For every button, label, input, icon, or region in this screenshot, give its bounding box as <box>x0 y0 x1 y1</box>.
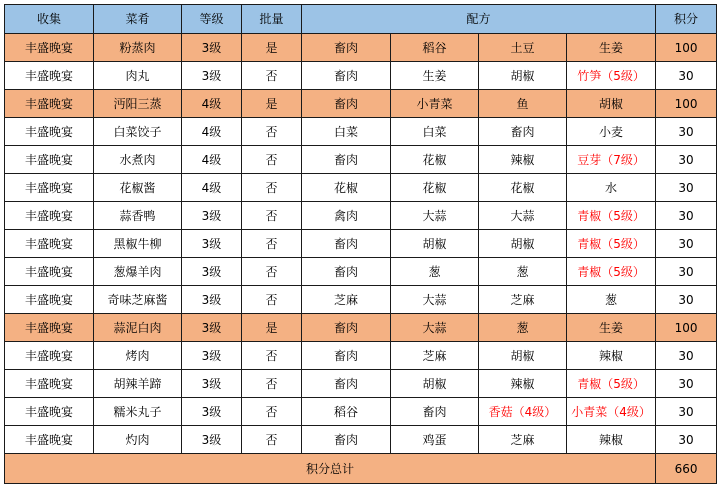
collect-cell: 丰盛晚宴 <box>5 426 94 454</box>
level-cell: 4级 <box>182 90 242 118</box>
ingredient-cell: 葱 <box>479 258 567 286</box>
ingredient-cell: 小青菜 <box>391 90 479 118</box>
level-cell: 3级 <box>182 398 242 426</box>
ingredient-cell: 畜肉 <box>302 90 391 118</box>
ingredient-cell: 畜肉 <box>302 370 391 398</box>
table-row <box>5 174 717 202</box>
batch-cell: 否 <box>242 62 302 90</box>
dish-cell: 烤肉 <box>94 342 182 370</box>
ingredient-cell: 大蒜 <box>391 286 479 314</box>
header-row <box>5 5 717 34</box>
dish-cell: 肉丸 <box>94 62 182 90</box>
level-cell: 3级 <box>182 62 242 90</box>
table-row <box>5 314 717 342</box>
dish-cell: 粉蒸肉 <box>94 34 182 62</box>
table-row <box>5 118 717 146</box>
header-points: 积分 <box>656 5 717 34</box>
table-row <box>5 62 717 90</box>
ingredient-cell: 小麦 <box>567 118 656 146</box>
ingredient-cell: 青椒（5级） <box>567 230 656 258</box>
dish-cell: 水煮肉 <box>94 146 182 174</box>
batch-cell: 是 <box>242 90 302 118</box>
level-cell: 3级 <box>182 314 242 342</box>
recipe-table <box>4 4 717 484</box>
points-cell: 30 <box>656 398 717 426</box>
dish-cell: 黑椒牛柳 <box>94 230 182 258</box>
ingredient-cell: 胡椒 <box>479 342 567 370</box>
table-row <box>5 426 717 454</box>
ingredient-cell: 白菜 <box>302 118 391 146</box>
points-cell: 30 <box>656 258 717 286</box>
table-row <box>5 34 717 62</box>
ingredient-cell: 花椒 <box>479 174 567 202</box>
batch-cell: 否 <box>242 398 302 426</box>
dish-cell: 蒜香鸭 <box>94 202 182 230</box>
level-cell: 3级 <box>182 230 242 258</box>
ingredient-cell: 大蒜 <box>391 314 479 342</box>
table-row <box>5 146 717 174</box>
ingredient-cell: 芝麻 <box>479 286 567 314</box>
table-row <box>5 342 717 370</box>
ingredient-cell: 鱼 <box>479 90 567 118</box>
ingredient-cell: 香菇（4级） <box>479 398 567 426</box>
dish-cell: 花椒酱 <box>94 174 182 202</box>
ingredient-cell: 青椒（5级） <box>567 370 656 398</box>
ingredient-cell: 禽肉 <box>302 202 391 230</box>
ingredient-cell: 豆芽（7级） <box>567 146 656 174</box>
collect-cell: 丰盛晚宴 <box>5 90 94 118</box>
ingredient-cell: 白菜 <box>391 118 479 146</box>
ingredient-cell: 畜肉 <box>302 230 391 258</box>
ingredient-cell: 生姜 <box>567 34 656 62</box>
collect-cell: 丰盛晚宴 <box>5 314 94 342</box>
header-recipe: 配方 <box>302 5 656 34</box>
ingredient-cell: 葱 <box>567 286 656 314</box>
batch-cell: 是 <box>242 34 302 62</box>
ingredient-cell: 胡椒 <box>479 230 567 258</box>
table-row <box>5 202 717 230</box>
ingredient-cell: 芝麻 <box>391 342 479 370</box>
ingredient-cell: 土豆 <box>479 34 567 62</box>
ingredient-cell: 生姜 <box>567 314 656 342</box>
collect-cell: 丰盛晚宴 <box>5 118 94 146</box>
level-cell: 3级 <box>182 202 242 230</box>
ingredient-cell: 胡椒 <box>479 62 567 90</box>
ingredient-cell: 畜肉 <box>302 342 391 370</box>
level-cell: 3级 <box>182 34 242 62</box>
ingredient-cell: 辣椒 <box>567 342 656 370</box>
batch-cell: 否 <box>242 230 302 258</box>
collect-cell: 丰盛晚宴 <box>5 34 94 62</box>
ingredient-cell: 辣椒 <box>479 370 567 398</box>
ingredient-cell: 畜肉 <box>302 146 391 174</box>
batch-cell: 否 <box>242 174 302 202</box>
collect-cell: 丰盛晚宴 <box>5 230 94 258</box>
ingredient-cell: 稻谷 <box>302 398 391 426</box>
batch-cell: 否 <box>242 146 302 174</box>
points-cell: 100 <box>656 34 717 62</box>
dish-cell: 糯米丸子 <box>94 398 182 426</box>
level-cell: 4级 <box>182 118 242 146</box>
ingredient-cell: 青椒（5级） <box>567 202 656 230</box>
dish-cell: 胡辣羊蹄 <box>94 370 182 398</box>
ingredient-cell: 芝麻 <box>302 286 391 314</box>
dish-cell: 蒜泥白肉 <box>94 314 182 342</box>
batch-cell: 否 <box>242 370 302 398</box>
collect-cell: 丰盛晚宴 <box>5 202 94 230</box>
collect-cell: 丰盛晚宴 <box>5 342 94 370</box>
ingredient-cell: 畜肉 <box>302 62 391 90</box>
points-cell: 30 <box>656 146 717 174</box>
ingredient-cell: 畜肉 <box>479 118 567 146</box>
header-dish: 菜肴 <box>94 5 182 34</box>
total-label: 积分总计 <box>5 454 656 484</box>
ingredient-cell: 花椒 <box>302 174 391 202</box>
ingredient-cell: 畜肉 <box>302 314 391 342</box>
table-row <box>5 230 717 258</box>
level-cell: 3级 <box>182 342 242 370</box>
dish-cell: 白菜饺子 <box>94 118 182 146</box>
collect-cell: 丰盛晚宴 <box>5 62 94 90</box>
ingredient-cell: 胡椒 <box>567 90 656 118</box>
ingredient-cell: 畜肉 <box>302 258 391 286</box>
ingredient-cell: 花椒 <box>391 146 479 174</box>
collect-cell: 丰盛晚宴 <box>5 398 94 426</box>
points-cell: 30 <box>656 342 717 370</box>
ingredient-cell: 辣椒 <box>567 426 656 454</box>
dish-cell: 灼肉 <box>94 426 182 454</box>
points-cell: 100 <box>656 90 717 118</box>
points-cell: 30 <box>656 370 717 398</box>
batch-cell: 否 <box>242 426 302 454</box>
points-cell: 30 <box>656 62 717 90</box>
table-row <box>5 90 717 118</box>
header-level: 等级 <box>182 5 242 34</box>
ingredient-cell: 畜肉 <box>302 34 391 62</box>
points-cell: 30 <box>656 174 717 202</box>
total-row <box>5 454 717 484</box>
ingredient-cell: 葱 <box>391 258 479 286</box>
ingredient-cell: 竹笋（5级） <box>567 62 656 90</box>
ingredient-cell: 畜肉 <box>391 398 479 426</box>
batch-cell: 否 <box>242 286 302 314</box>
level-cell: 3级 <box>182 286 242 314</box>
ingredient-cell: 大蒜 <box>479 202 567 230</box>
ingredient-cell: 鸡蛋 <box>391 426 479 454</box>
dish-cell: 沔阳三蒸 <box>94 90 182 118</box>
ingredient-cell: 葱 <box>479 314 567 342</box>
collect-cell: 丰盛晚宴 <box>5 258 94 286</box>
points-cell: 100 <box>656 314 717 342</box>
table-row <box>5 258 717 286</box>
header-collect: 收集 <box>5 5 94 34</box>
table-row <box>5 398 717 426</box>
table-row <box>5 286 717 314</box>
batch-cell: 否 <box>242 118 302 146</box>
points-cell: 30 <box>656 230 717 258</box>
header-batch: 批量 <box>242 5 302 34</box>
dish-cell: 奇味芝麻酱 <box>94 286 182 314</box>
level-cell: 3级 <box>182 258 242 286</box>
ingredient-cell: 辣椒 <box>479 146 567 174</box>
ingredient-cell: 生姜 <box>391 62 479 90</box>
table-row <box>5 370 717 398</box>
level-cell: 3级 <box>182 370 242 398</box>
ingredient-cell: 胡椒 <box>391 370 479 398</box>
level-cell: 4级 <box>182 146 242 174</box>
level-cell: 3级 <box>182 426 242 454</box>
ingredient-cell: 青椒（5级） <box>567 258 656 286</box>
ingredient-cell: 稻谷 <box>391 34 479 62</box>
ingredient-cell: 小青菜（4级） <box>567 398 656 426</box>
batch-cell: 否 <box>242 202 302 230</box>
points-cell: 30 <box>656 118 717 146</box>
ingredient-cell: 芝麻 <box>479 426 567 454</box>
batch-cell: 是 <box>242 314 302 342</box>
batch-cell: 否 <box>242 258 302 286</box>
collect-cell: 丰盛晚宴 <box>5 174 94 202</box>
collect-cell: 丰盛晚宴 <box>5 286 94 314</box>
ingredient-cell: 畜肉 <box>302 426 391 454</box>
collect-cell: 丰盛晚宴 <box>5 146 94 174</box>
ingredient-cell: 花椒 <box>391 174 479 202</box>
ingredient-cell: 水 <box>567 174 656 202</box>
ingredient-cell: 大蒜 <box>391 202 479 230</box>
collect-cell: 丰盛晚宴 <box>5 370 94 398</box>
ingredient-cell: 胡椒 <box>391 230 479 258</box>
points-cell: 30 <box>656 426 717 454</box>
total-value: 660 <box>656 454 717 484</box>
points-cell: 30 <box>656 286 717 314</box>
level-cell: 4级 <box>182 174 242 202</box>
batch-cell: 否 <box>242 342 302 370</box>
points-cell: 30 <box>656 202 717 230</box>
dish-cell: 葱爆羊肉 <box>94 258 182 286</box>
